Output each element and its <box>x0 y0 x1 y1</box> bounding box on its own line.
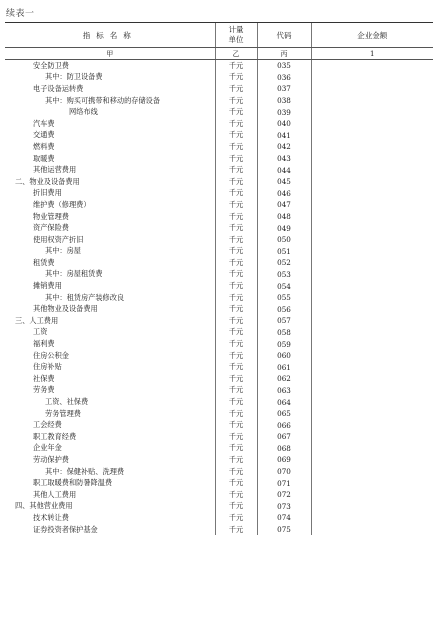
row-amount-cell[interactable] <box>311 83 433 95</box>
row-amount-cell[interactable] <box>311 396 433 408</box>
row-unit: 千元 <box>215 361 257 373</box>
row-code: 056 <box>257 303 311 315</box>
table-row <box>5 501 433 513</box>
header-amount: 企业金额 <box>311 23 433 48</box>
row-code: 035 <box>257 60 311 72</box>
row-amount-cell[interactable] <box>311 512 433 524</box>
row-amount-cell[interactable] <box>311 188 433 200</box>
table-row <box>5 315 433 327</box>
table-row <box>5 524 433 536</box>
row-label: 四、其他营业费用 <box>15 501 73 511</box>
row-label: 使用权资产折旧 <box>33 234 84 244</box>
row-label: 其中：房屋租赁费 <box>45 269 103 279</box>
row-code: 067 <box>257 431 311 443</box>
row-amount-cell[interactable] <box>311 327 433 339</box>
row-unit: 千元 <box>215 222 257 234</box>
row-code: 042 <box>257 141 311 153</box>
table-row <box>5 489 433 501</box>
row-amount-cell[interactable] <box>311 361 433 373</box>
row-unit: 千元 <box>215 419 257 431</box>
row-unit: 千元 <box>215 338 257 350</box>
table-row <box>5 292 433 304</box>
row-code: 062 <box>257 373 311 385</box>
row-label: 其中：保健补贴、洗理费 <box>45 466 125 476</box>
table-row <box>5 373 433 385</box>
row-amount-cell[interactable] <box>311 524 433 536</box>
row-unit: 千元 <box>215 280 257 292</box>
row-amount-cell[interactable] <box>311 257 433 269</box>
row-label: 交通费 <box>33 130 55 140</box>
column-index-row <box>5 48 433 60</box>
row-code: 043 <box>257 153 311 165</box>
header-indicator-name: 指标名称 <box>5 23 215 48</box>
row-code: 074 <box>257 512 311 524</box>
row-unit: 千元 <box>215 188 257 200</box>
row-unit: 千元 <box>215 176 257 188</box>
row-label: 三、人工费用 <box>15 315 59 325</box>
row-label: 折旧费用 <box>33 188 62 198</box>
row-amount-cell[interactable] <box>311 60 433 72</box>
row-unit: 千元 <box>215 292 257 304</box>
row-amount-cell[interactable] <box>311 431 433 443</box>
table-row <box>5 280 433 292</box>
row-amount-cell[interactable] <box>311 130 433 142</box>
row-amount-cell[interactable] <box>311 164 433 176</box>
index-unit: 乙 <box>215 48 257 60</box>
row-amount-cell[interactable] <box>311 338 433 350</box>
row-unit: 千元 <box>215 130 257 142</box>
header-unit-line2: 单位 <box>228 35 244 44</box>
row-code: 053 <box>257 269 311 281</box>
row-label: 职工教育经费 <box>33 431 77 441</box>
row-amount-cell[interactable] <box>311 454 433 466</box>
row-code: 060 <box>257 350 311 362</box>
table-row <box>5 361 433 373</box>
table-row <box>5 385 433 397</box>
table-row <box>5 408 433 420</box>
row-code: 036 <box>257 72 311 84</box>
row-code: 047 <box>257 199 311 211</box>
row-unit: 千元 <box>215 327 257 339</box>
row-label: 其中：购买可携带和移动的存储设备 <box>45 95 161 105</box>
row-code: 069 <box>257 454 311 466</box>
row-code: 054 <box>257 280 311 292</box>
row-label: 住房公积金 <box>33 350 69 360</box>
table-row <box>5 419 433 431</box>
row-code: 064 <box>257 396 311 408</box>
row-amount-cell[interactable] <box>311 419 433 431</box>
row-unit: 千元 <box>215 164 257 176</box>
row-label: 二、物业及设备费用 <box>15 176 80 186</box>
row-unit: 千元 <box>215 83 257 95</box>
table-row <box>5 512 433 524</box>
row-code: 068 <box>257 443 311 455</box>
table-row <box>5 269 433 281</box>
row-code: 048 <box>257 211 311 223</box>
row-unit: 千元 <box>215 466 257 478</box>
row-label: 工会经费 <box>33 420 62 430</box>
row-code: 058 <box>257 327 311 339</box>
row-code: 066 <box>257 419 311 431</box>
row-code: 071 <box>257 477 311 489</box>
row-label: 物业管理费 <box>33 211 69 221</box>
row-unit: 千元 <box>215 141 257 153</box>
table-row <box>5 60 433 72</box>
row-label: 维护费（修理费） <box>33 199 91 209</box>
indicator-table <box>5 22 433 535</box>
row-amount-cell[interactable] <box>311 315 433 327</box>
row-label: 社保费 <box>33 373 55 383</box>
index-name: 甲 <box>5 48 215 60</box>
row-amount-cell[interactable] <box>311 385 433 397</box>
row-amount-cell[interactable] <box>311 443 433 455</box>
row-code: 045 <box>257 176 311 188</box>
row-unit: 千元 <box>215 443 257 455</box>
table-row <box>5 211 433 223</box>
row-unit: 千元 <box>215 524 257 536</box>
row-label: 技术转让费 <box>33 512 69 522</box>
table-row <box>5 72 433 84</box>
row-label: 安全防卫费 <box>33 60 69 70</box>
row-unit: 千元 <box>215 454 257 466</box>
row-amount-cell[interactable] <box>311 199 433 211</box>
row-code: 072 <box>257 489 311 501</box>
row-amount-cell[interactable] <box>311 501 433 513</box>
row-code: 050 <box>257 234 311 246</box>
row-code: 057 <box>257 315 311 327</box>
row-code: 040 <box>257 118 311 130</box>
table-body <box>5 60 433 536</box>
row-unit: 千元 <box>215 60 257 72</box>
row-unit: 千元 <box>215 350 257 362</box>
table-row <box>5 303 433 315</box>
table-row <box>5 350 433 362</box>
index-code: 丙 <box>257 48 311 60</box>
table-row <box>5 118 433 130</box>
row-code: 055 <box>257 292 311 304</box>
row-unit: 千元 <box>215 408 257 420</box>
row-unit: 千元 <box>215 373 257 385</box>
header-code: 代码 <box>257 23 311 48</box>
table-row <box>5 83 433 95</box>
row-unit: 千元 <box>215 199 257 211</box>
row-unit: 千元 <box>215 477 257 489</box>
row-code: 061 <box>257 361 311 373</box>
row-label: 福利费 <box>33 339 55 349</box>
row-label: 劳务费 <box>33 385 55 395</box>
table-row <box>5 454 433 466</box>
row-label: 网络布线 <box>69 107 98 117</box>
row-label: 其中：房屋 <box>45 246 81 256</box>
row-code: 041 <box>257 130 311 142</box>
row-amount-cell[interactable] <box>311 118 433 130</box>
row-amount-cell[interactable] <box>311 292 433 304</box>
row-unit: 千元 <box>215 234 257 246</box>
row-unit: 千元 <box>215 315 257 327</box>
table-row <box>5 222 433 234</box>
row-amount-cell[interactable] <box>311 211 433 223</box>
table-caption: 续表一 <box>6 9 35 19</box>
table-row <box>5 164 433 176</box>
row-unit: 千元 <box>215 396 257 408</box>
row-unit: 千元 <box>215 211 257 223</box>
table-row <box>5 176 433 188</box>
row-unit: 千元 <box>215 269 257 281</box>
table-row <box>5 199 433 211</box>
row-amount-cell[interactable] <box>311 72 433 84</box>
table-row <box>5 257 433 269</box>
row-amount-cell[interactable] <box>311 222 433 234</box>
row-amount-cell[interactable] <box>311 373 433 385</box>
row-amount-cell[interactable] <box>311 141 433 153</box>
header-unit-line1: 计量 <box>228 25 244 34</box>
row-unit: 千元 <box>215 431 257 443</box>
table-row <box>5 466 433 478</box>
table-header <box>5 23 433 48</box>
table-row <box>5 338 433 350</box>
table-row <box>5 431 433 443</box>
row-unit: 千元 <box>215 385 257 397</box>
row-label: 其他物业及设备费用 <box>33 304 98 314</box>
row-unit: 千元 <box>215 257 257 269</box>
row-label: 劳动保护费 <box>33 454 69 464</box>
row-amount-cell[interactable] <box>311 269 433 281</box>
row-unit: 千元 <box>215 118 257 130</box>
row-amount-cell[interactable] <box>311 153 433 165</box>
table-row <box>5 141 433 153</box>
row-code: 052 <box>257 257 311 269</box>
row-code: 044 <box>257 164 311 176</box>
row-code: 075 <box>257 524 311 536</box>
table-row <box>5 477 433 489</box>
row-unit: 千元 <box>215 512 257 524</box>
row-label: 职工取暖费和防暑降温费 <box>33 478 113 488</box>
row-label: 汽车费 <box>33 118 55 128</box>
row-code: 070 <box>257 466 311 478</box>
row-amount-cell[interactable] <box>311 95 433 107</box>
header-unit <box>215 23 257 48</box>
row-amount-cell[interactable] <box>311 408 433 420</box>
row-amount-cell[interactable] <box>311 280 433 292</box>
row-amount-cell[interactable] <box>311 350 433 362</box>
table-row <box>5 130 433 142</box>
row-label: 证券投资者保护基金 <box>33 524 98 534</box>
row-amount-cell[interactable] <box>311 303 433 315</box>
row-label: 其中：防卫设备费 <box>45 72 103 82</box>
row-label: 企业年金 <box>33 443 62 453</box>
row-code: 065 <box>257 408 311 420</box>
row-code: 039 <box>257 106 311 118</box>
row-amount-cell[interactable] <box>311 477 433 489</box>
row-unit: 千元 <box>215 106 257 118</box>
row-amount-cell[interactable] <box>311 234 433 246</box>
row-unit: 千元 <box>215 72 257 84</box>
row-label: 资产保险费 <box>33 223 69 233</box>
row-label: 其中：租赁房产装修改良 <box>45 292 125 302</box>
row-code: 046 <box>257 188 311 200</box>
row-unit: 千元 <box>215 246 257 258</box>
row-code: 059 <box>257 338 311 350</box>
row-label: 租赁费 <box>33 257 55 267</box>
row-unit: 千元 <box>215 95 257 107</box>
row-amount-cell[interactable] <box>311 106 433 118</box>
row-unit: 千元 <box>215 489 257 501</box>
row-amount-cell[interactable] <box>311 246 433 258</box>
table-row <box>5 234 433 246</box>
row-label: 工资、社保费 <box>45 397 89 407</box>
row-unit: 千元 <box>215 153 257 165</box>
table-row <box>5 153 433 165</box>
row-code: 037 <box>257 83 311 95</box>
row-label: 住房补贴 <box>33 362 62 372</box>
row-label: 摊销费用 <box>33 281 62 291</box>
table-row <box>5 106 433 118</box>
index-amount: 1 <box>311 48 433 60</box>
row-label: 取暖费 <box>33 153 55 163</box>
row-amount-cell[interactable] <box>311 489 433 501</box>
row-label: 工资 <box>33 327 48 337</box>
row-unit: 千元 <box>215 303 257 315</box>
table-row <box>5 95 433 107</box>
table-row <box>5 396 433 408</box>
row-label: 劳务管理费 <box>45 408 81 418</box>
table-row <box>5 443 433 455</box>
row-code: 049 <box>257 222 311 234</box>
row-label: 电子设备运转费 <box>33 83 84 93</box>
row-amount-cell[interactable] <box>311 176 433 188</box>
row-amount-cell[interactable] <box>311 466 433 478</box>
row-label: 其他运营费用 <box>33 165 77 175</box>
row-label: 燃料费 <box>33 141 55 151</box>
row-code: 038 <box>257 95 311 107</box>
table-row <box>5 188 433 200</box>
table-row <box>5 246 433 258</box>
row-unit: 千元 <box>215 501 257 513</box>
row-code: 063 <box>257 385 311 397</box>
row-label: 其他人工费用 <box>33 489 77 499</box>
row-code: 073 <box>257 501 311 513</box>
row-code: 051 <box>257 246 311 258</box>
table-row <box>5 327 433 339</box>
